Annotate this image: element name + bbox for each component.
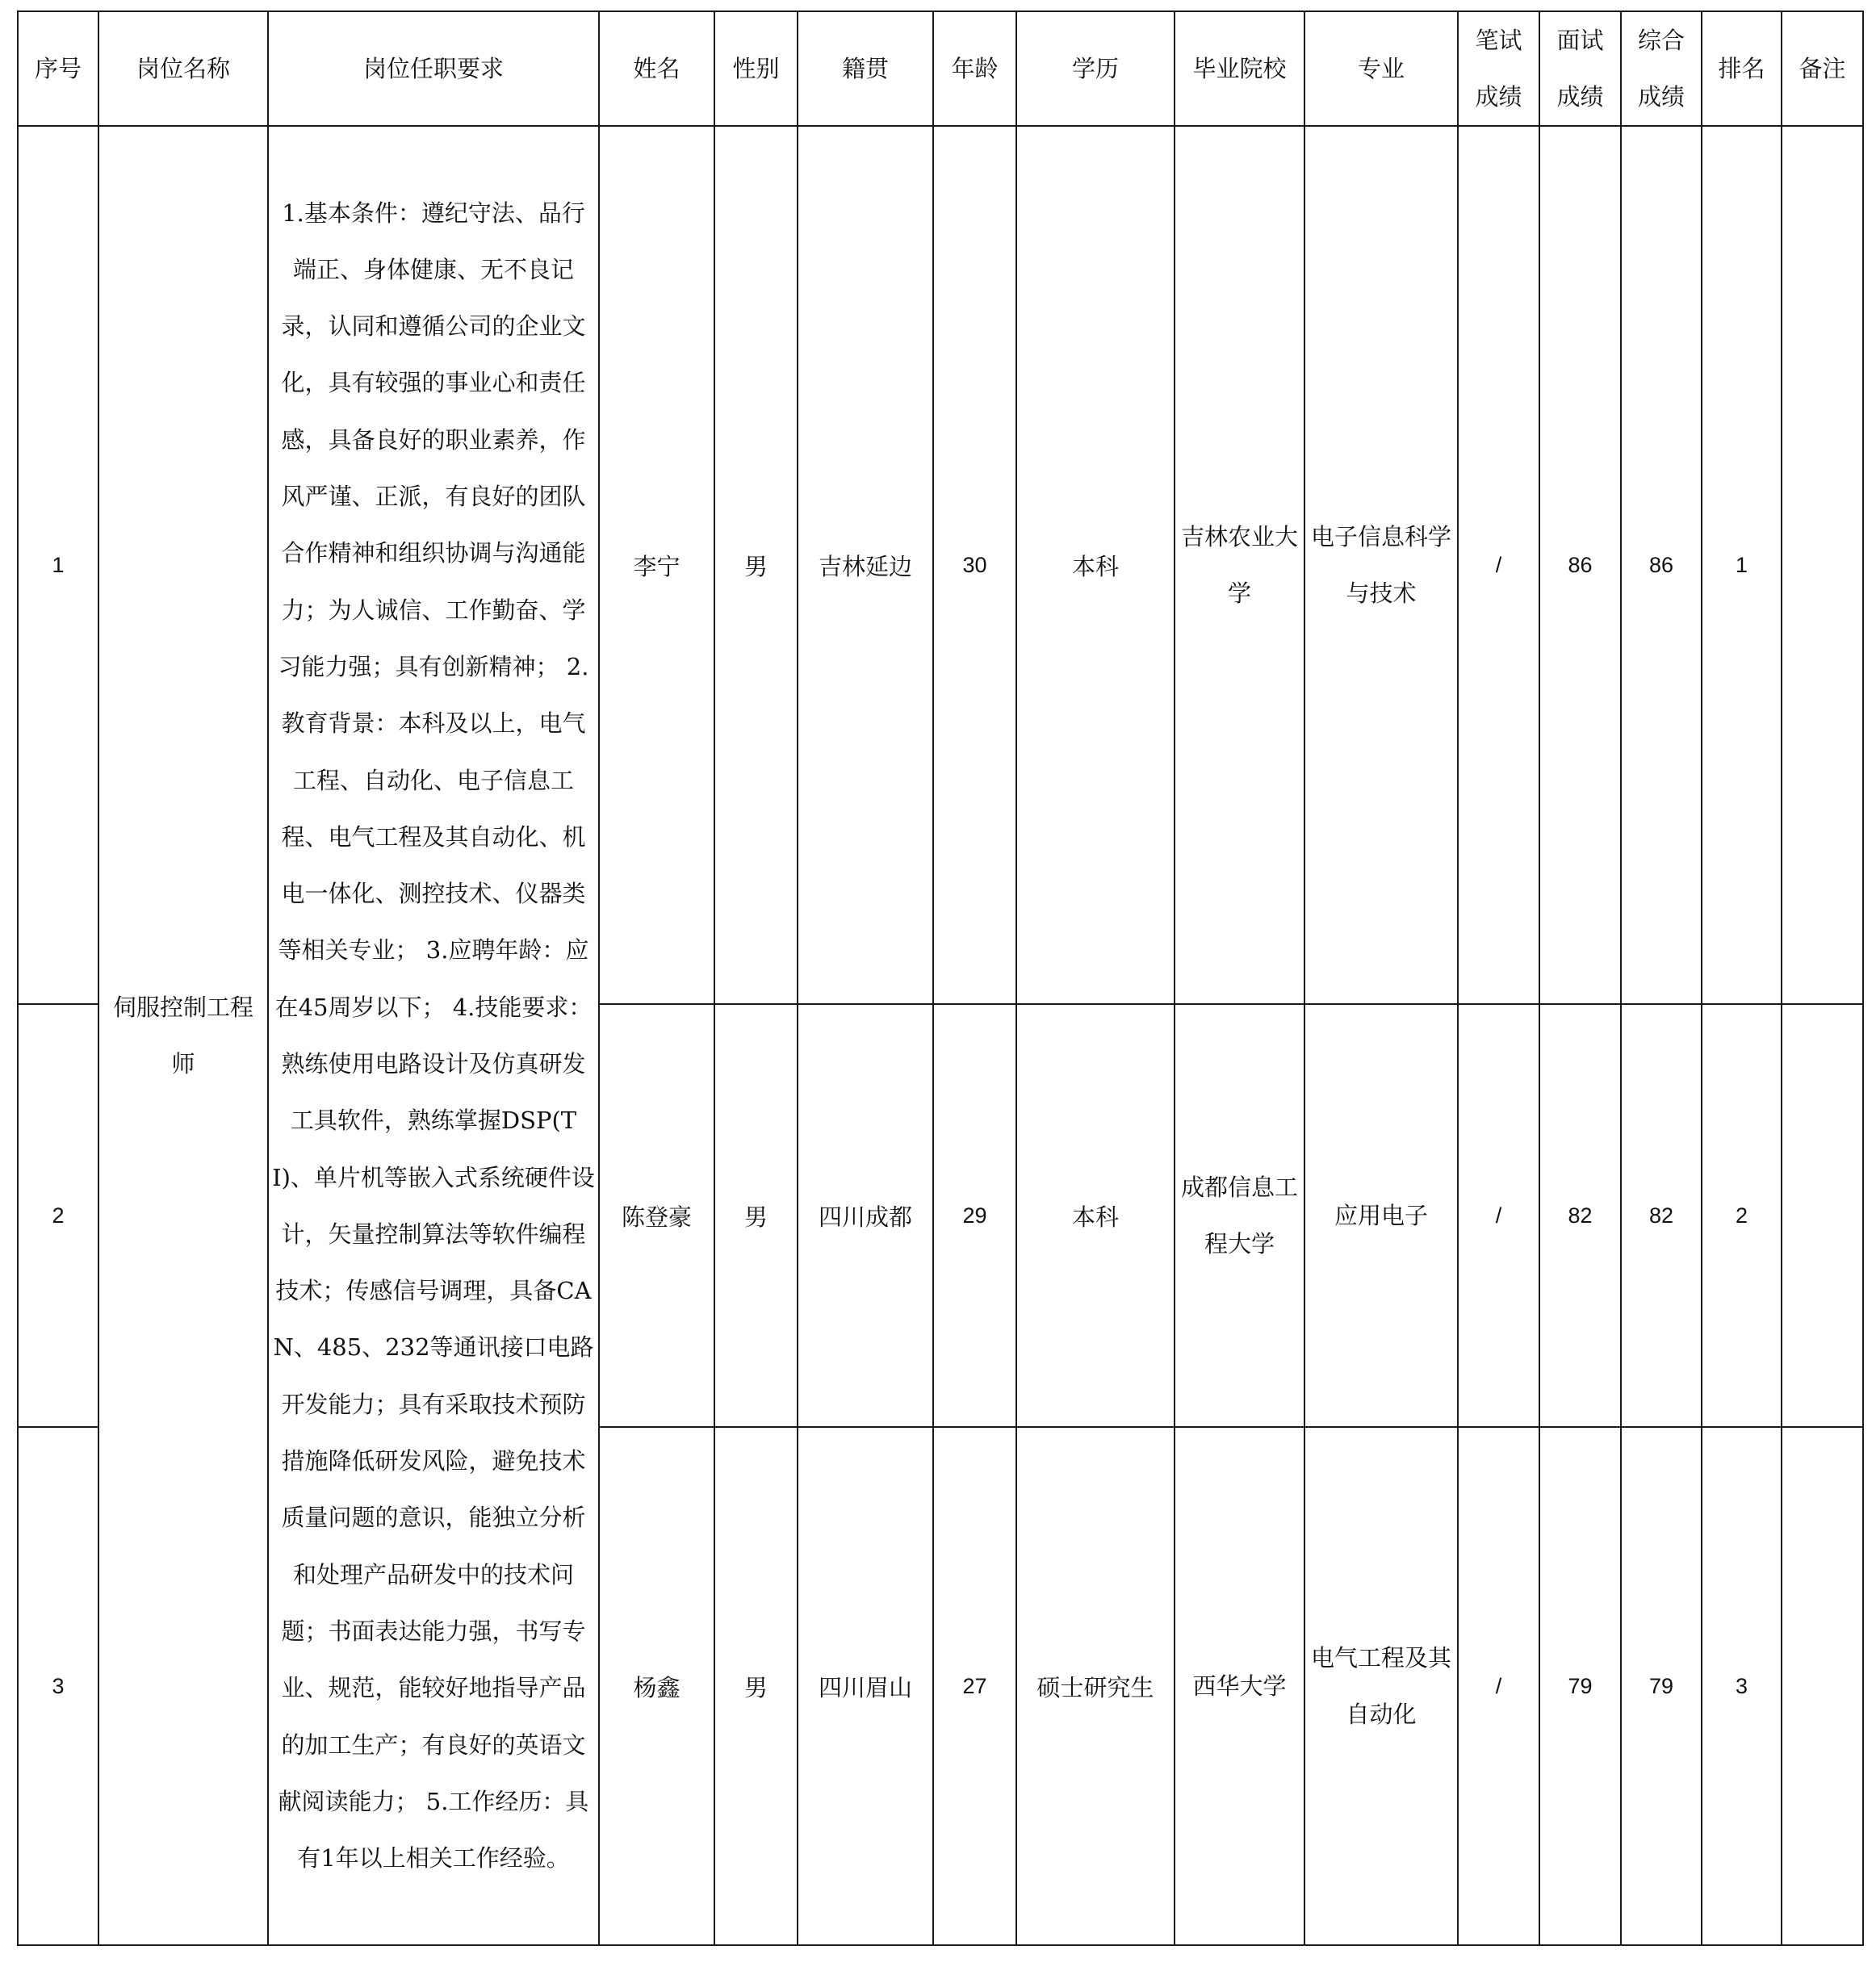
cell-remark	[1782, 1004, 1863, 1427]
cell-name: 李宁	[599, 126, 714, 1004]
header-age: 年龄	[933, 11, 1016, 126]
cell-major: 电子信息科学与技术	[1304, 126, 1458, 1004]
cell-interview-score: 79	[1539, 1427, 1621, 1945]
header-rank: 排名	[1702, 11, 1782, 126]
cell-age: 30	[933, 126, 1016, 1004]
header-seq: 序号	[18, 11, 98, 126]
cell-name: 陈登豪	[599, 1004, 714, 1427]
cell-written-score: /	[1458, 126, 1539, 1004]
header-education: 学历	[1016, 11, 1175, 126]
header-total-score	[1621, 11, 1702, 126]
cell-major: 应用电子	[1304, 1004, 1458, 1427]
header-interview-line2: 成绩	[1556, 83, 1604, 111]
cell-seq: 2	[18, 1004, 98, 1427]
cell-major: 电气工程及其自动化	[1304, 1427, 1458, 1945]
cell-rank: 1	[1702, 126, 1782, 1004]
cell-written-score: /	[1458, 1004, 1539, 1427]
header-remark: 备注	[1782, 11, 1863, 126]
cell-name: 杨鑫	[599, 1427, 714, 1945]
cell-remark	[1782, 1427, 1863, 1945]
header-position: 岗位名称	[98, 11, 268, 126]
cell-interview-score: 82	[1539, 1004, 1621, 1427]
cell-position-title: 伺服控制工程师	[98, 126, 268, 1945]
cell-position-requirements: 1.基本条件：遵纪守法、品行端正、身体健康、无不良记录，认同和遵循公司的企业文化，具有较强的事业心和责任感，具备良好的职业素养，作风严谨、正派，有良好的团队合作精神和组织协调与沟通能力；为人诚信、工作勤奋、学习能力强；具有创新精神； 2.教育背景：本科及以上，电气工程、自动化、电子信息工程、电气工程及其自动化、机电一体化、测控技术、仪器类等相关专业； 3.应聘年龄：应在45周岁以下； 4.技能要求：熟练使用电路设计及仿真研发工具软件，熟练掌握DSP(TI)、单片机等嵌入式系统硬件设计，矢量控制算法等软件编程技术；传感信号调理，具备CAN、485、232等通讯接口电路开发能力；具有采取技术预防措施降低研发风险，避免技术质量问题的意识，能独立分析和处理产品研发中的技术问题；书面表达能力强，书写专业、规范，能较好地指导产品的加工生产；有良好的英语文献阅读能力； 5.工作经历：具有1年以上相关工作经验。	[268, 126, 599, 1945]
cell-age: 27	[933, 1427, 1016, 1945]
cell-origin: 四川眉山	[798, 1427, 933, 1945]
cell-education: 硕士研究生	[1016, 1427, 1175, 1945]
cell-written-score: /	[1458, 1427, 1539, 1945]
cell-education: 本科	[1016, 126, 1175, 1004]
cell-education: 本科	[1016, 1004, 1175, 1427]
header-major: 专业	[1304, 11, 1458, 126]
cell-seq: 3	[18, 1427, 98, 1945]
header-requirements: 岗位任职要求	[268, 11, 599, 126]
cell-school: 吉林农业大学	[1175, 126, 1304, 1004]
cell-rank: 3	[1702, 1427, 1782, 1945]
header-interview-line1: 面试	[1556, 27, 1604, 54]
header-written-line2: 成绩	[1475, 83, 1522, 111]
cell-rank: 2	[1702, 1004, 1782, 1427]
header-origin: 籍贯	[798, 11, 933, 126]
header-written-score	[1458, 11, 1539, 126]
candidate-ranking-table	[17, 10, 1864, 1946]
table-header-row	[18, 11, 1863, 126]
header-total-line1: 综合	[1637, 27, 1685, 54]
cell-age: 29	[933, 1004, 1016, 1427]
cell-origin: 吉林延边	[798, 126, 933, 1004]
cell-remark	[1782, 126, 1863, 1004]
cell-origin: 四川成都	[798, 1004, 933, 1427]
cell-gender: 男	[714, 1004, 798, 1427]
cell-school: 成都信息工程大学	[1175, 1004, 1304, 1427]
cell-gender: 男	[714, 126, 798, 1004]
cell-total-score: 86	[1621, 126, 1702, 1004]
cell-gender: 男	[714, 1427, 798, 1945]
header-name: 姓名	[599, 11, 714, 126]
table-row	[18, 126, 1863, 1004]
cell-total-score: 82	[1621, 1004, 1702, 1427]
cell-interview-score: 86	[1539, 126, 1621, 1004]
header-interview-score	[1539, 11, 1621, 126]
cell-school: 西华大学	[1175, 1427, 1304, 1945]
cell-seq: 1	[18, 126, 98, 1004]
cell-total-score: 79	[1621, 1427, 1702, 1945]
header-written-line1: 笔试	[1475, 27, 1522, 54]
header-school: 毕业院校	[1175, 11, 1304, 126]
header-gender: 性别	[714, 11, 798, 126]
header-total-line2: 成绩	[1637, 83, 1685, 111]
